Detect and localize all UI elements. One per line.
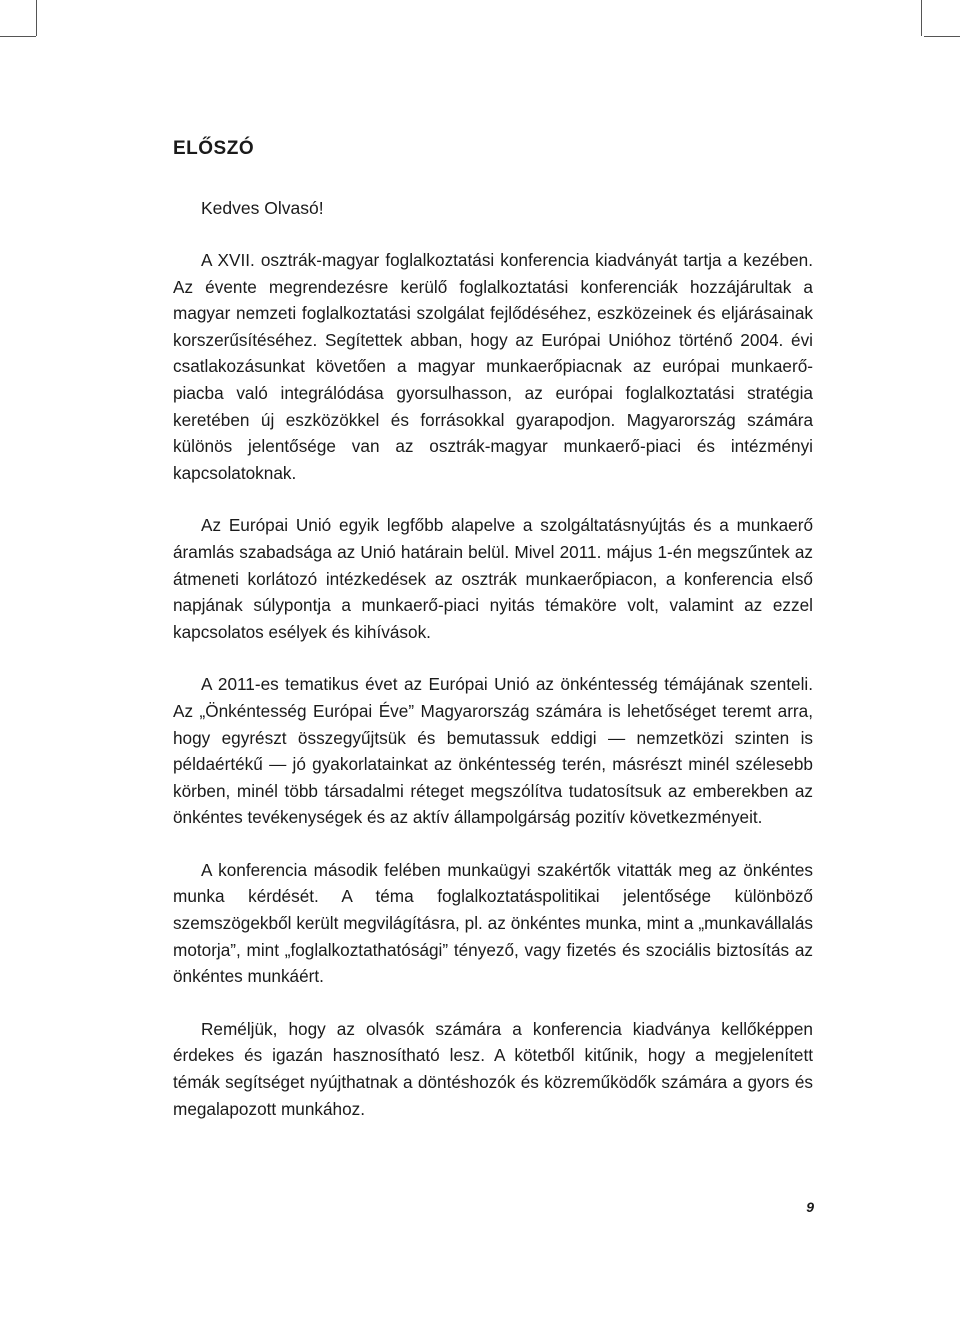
paragraph-4: A konferencia második felében munkaügyi szakértők vitatták meg az önkéntes munka kérdését. A téma foglalkoztatáspolitikai jelentősége különböző szemszögekből került megvilágításra, pl. az önkéntes munka, mint a „munkavállalás motorja”, mint „foglalkoztathatósági” tényező, vagy fizetés és szociális biztosítás az önkéntes munkáért. (173, 859, 813, 987)
page-number: 9 (806, 1199, 814, 1215)
crop-mark-top-left-vertical (36, 0, 37, 36)
crop-mark-top-left-horizontal (0, 36, 36, 37)
paragraph-5: Reméljük, hogy az olvasók számára a konferencia kiadványa kellőképpen érdekes és igazán hasznosítható lesz. A kötetből kitűnik, hogy a megjelenített témák segítséget nyújthatnak a döntéshozók és közreműködők számára a gyors és megalapozott munkához. (173, 1018, 813, 1119)
crop-mark-top-right-horizontal (924, 36, 960, 37)
paragraph-2: Az Európai Unió egyik legfőbb alapelve a szolgáltatásnyújtás és a munkaerő áramlás szabadsága az Unió határain belül. Mivel 2011. május 1-én megszűntek az átmeneti korlátozó intézkedések az osztrák munkaerőpiacon, a konferencia első napjának súlypontja a munkaerő-piaci nyitás témaköre volt, valamint az ezzel kapcsolatos esélyek és kihívások. (173, 515, 813, 642)
crop-mark-top-right-vertical (921, 0, 922, 36)
paragraph-1: A XVII. osztrák-magyar foglalkoztatási konferencia kiadványát tartja a kezében. Az évente megrendezésre kerülő foglalkoztatási konferenciák hozzájárultak a magyar nemzeti foglalkoztatási szolgálat fejlődéséhez, eszközeinek és eljárásainak korszerűsítéséhez. Segítettek abban, hogy az Európai Unióhoz történő 2004. évi csatlakozásunkat követően a magyar munkaerőpiacnak az európai munkaerő-piacba való integrálódása gyorsulhasson, az európai foglalkoztatási stratégia keretében új eszközökkel és forrásokkal gyarapodjon. Magyarország számára különös jelentősége van az osztrák-magyar munkaerő-piaci és intézményi kapcsolatoknak. (173, 250, 813, 483)
document-page (173, 138, 813, 1148)
paragraph-3: A 2011-es tematikus évet az Európai Unió az önkéntesség témájának szenteli. Az „Önkéntesség Európai Éve” Magyarország számára is lehetőséget teremt arra, hogy egyrészt összegyűjtsük és bemutassuk eddigi — nemzetközi szinten is példaértékű — jó gyakorlatainkat az önkéntesség terén, másrészt minél szélesebb körben, minél több társadalmi réteget megszólítva tudatosítsuk az emberekben az önkéntes tevékenységek és az aktív állampolgárság pozitív következményeit. (173, 674, 813, 828)
salutation: Kedves Olvasó! (201, 198, 324, 218)
page-title: ELŐSZÓ (173, 138, 255, 159)
